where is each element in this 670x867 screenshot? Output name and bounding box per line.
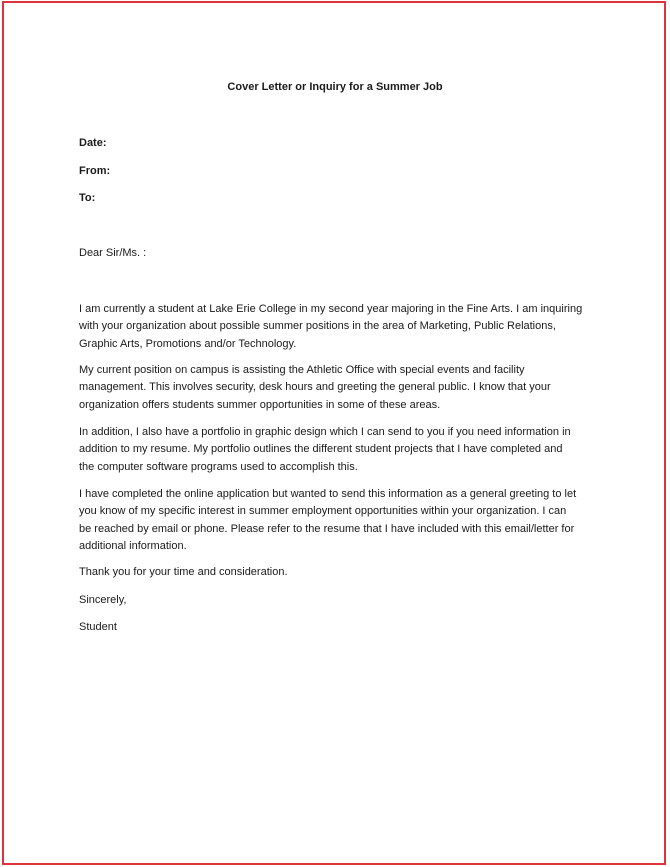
signoff: Sincerely, [79,594,127,606]
paragraph-line: management. This involves security, desk hours and greeting the general public. I know that your [79,381,551,394]
signature: Student [79,621,117,633]
paragraph-3 [79,424,599,476]
paragraph-line: the computer software programs used to accomplish this. [79,460,358,473]
paragraph-line: organization offers students summer opportunities in some of these areas. [79,398,441,411]
paragraph-line: In addition, I also have a portfolio in graphic design which I can send to you if you need information in [79,426,571,438]
paragraph-line: I am currently a student at Lake Erie College in my second year majoring in the Fine Arts. I am inquiring [79,303,583,315]
paragraph-line: be reached by email or phone. Please refer to the resume that I have included with this email/letter for [79,522,575,535]
to-label: To: [79,192,96,204]
closing-thanks: Thank you for your time and consideration. [79,566,288,578]
document-title: Cover Letter or Inquiry for a Summer Job [227,81,443,93]
paragraph-4 [79,486,599,555]
from-label: From: [79,165,111,177]
paragraph-line: My current position on campus is assisting the Athletic Office with special events and facility [79,364,525,376]
paragraph-line: with your organization about possible summer positions in the area of Marketing, Public Relations, [79,320,556,333]
paragraph-2 [79,362,599,414]
paragraph-1 [79,301,599,353]
paragraph-line: I have completed the online application but wanted to send this information as a general greeting to let [79,488,577,500]
paragraph-line: additional information. [79,539,187,552]
paragraph-line: you know of my specific interest in summer employment opportunities within your organization. I can [79,505,567,518]
date-label: Date: [79,137,107,149]
paragraph-line: Graphic Arts, Promotions and/or Technology. [79,337,297,350]
paragraph-line: addition to my resume. My portfolio outlines the different student projects that I have completed and [79,443,563,456]
salutation: Dear Sir/Ms. : [79,247,147,259]
